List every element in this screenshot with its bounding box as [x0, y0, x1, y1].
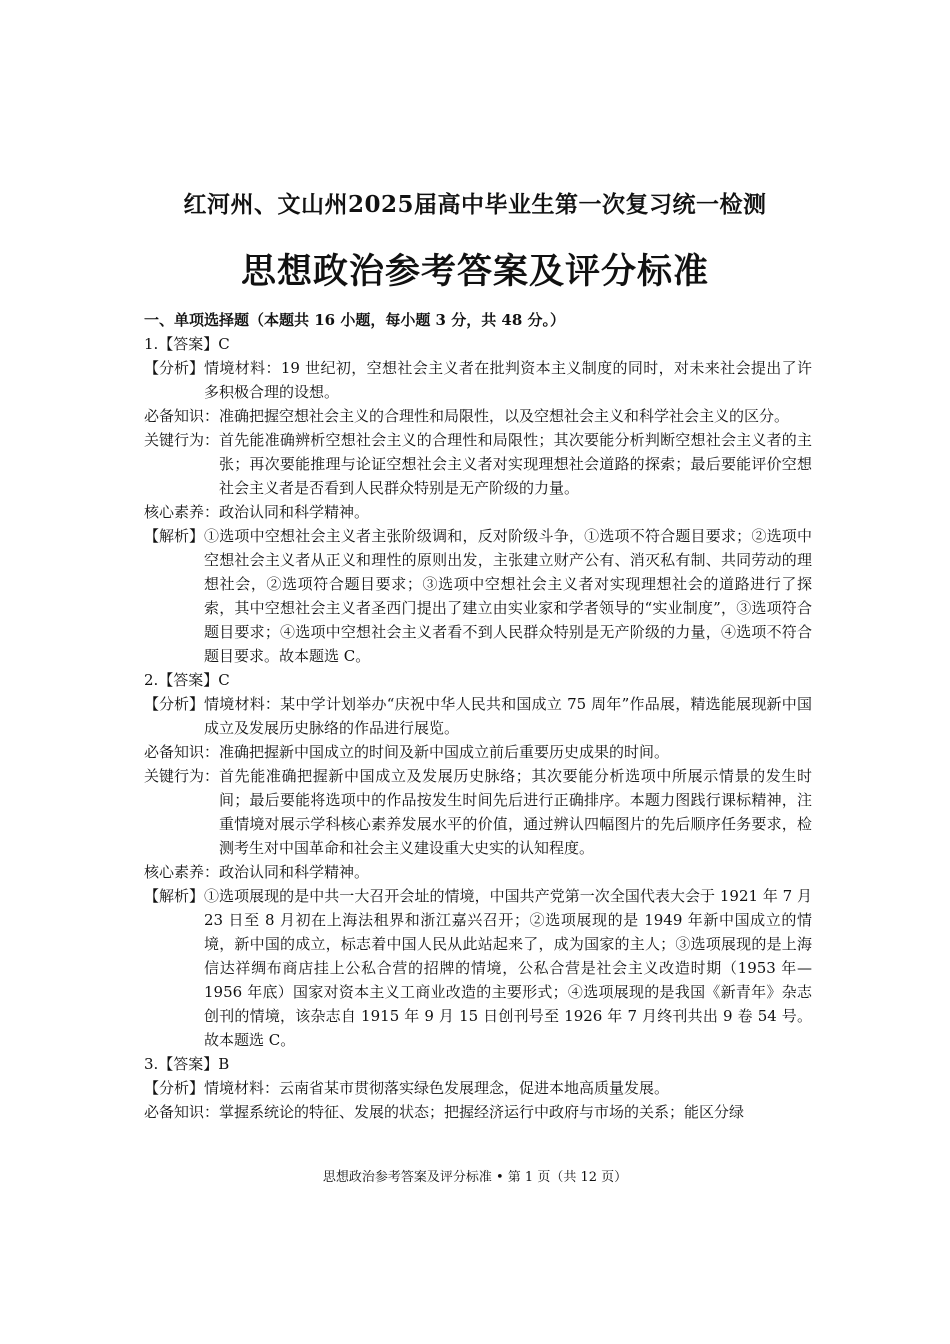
knowledge-label: 必备知识：: [144, 407, 220, 425]
knowledge-text: 准确把握空想社会主义的合理性和局限性，以及空想社会主义和科学社会主义的区分。: [219, 407, 790, 425]
knowledge-text: 掌握系统论的特征、发展的状态；把握经济运行中政府与市场的关系；能区分绿: [219, 1103, 745, 1121]
literacy-text: 政治认同和科学精神。: [219, 503, 370, 521]
behavior-label: 关键行为：: [144, 767, 220, 785]
explain-label: 【解析】: [144, 887, 205, 905]
q2-behavior: [144, 764, 812, 860]
explain-label: 【解析】: [144, 527, 205, 545]
exam-title: 红河州、文山州2025届高中毕业生第一次复习统一检测: [183, 191, 767, 218]
q2-answer: 2.【答案】C: [144, 671, 230, 689]
q3-answer: 3.【答案】B: [144, 1055, 230, 1073]
q3-analysis: [144, 1076, 812, 1100]
q1-literacy: [144, 500, 812, 524]
behavior-text: 首先能准确辨析空想社会主义的合理性和局限性；其次要能分析判断空想社会主义者的主张；再次要能推理与论证空想社会主义者对实现理想社会道路的探索；最后要能评价空想社会主义者是否看到人民群众特别是无产阶级的力量。: [219, 431, 812, 497]
q1-explanation: [144, 524, 812, 668]
literacy-label: 核心素养：: [144, 503, 220, 521]
knowledge-label: 必备知识：: [144, 743, 220, 761]
analysis-text: 情境材料：19 世纪初，空想社会主义者在批判资本主义制度的同时，对未来社会提出了许多积极合理的设想。: [204, 359, 812, 401]
literacy-label: 核心素养：: [144, 863, 220, 881]
page-footer: 思想政治参考答案及评分标准 • 第 1 页（共 12 页）: [322, 1170, 628, 1185]
q2-knowledge: [144, 740, 812, 764]
answer-content: [144, 308, 812, 1124]
q2-literacy: [144, 860, 812, 884]
analysis-text: 情境材料：某中学计划举办“庆祝中华人民共和国成立 75 周年”作品展，精选能展现新中国成立及发展历史脉络的作品进行展览。: [204, 695, 812, 737]
analysis-text: 情境材料：云南省某市贯彻落实绿色发展理念，促进本地高质量发展。: [204, 1079, 670, 1097]
analysis-label: 【分析】: [144, 359, 205, 377]
analysis-label: 【分析】: [144, 1079, 205, 1097]
knowledge-text: 准确把握新中国成立的时间及新中国成立前后重要历史成果的时间。: [219, 743, 670, 761]
q1-behavior: [144, 428, 812, 500]
q1-answer: 1.【答案】C: [144, 335, 230, 353]
knowledge-label: 必备知识：: [144, 1103, 220, 1121]
explain-text: ①选项中空想社会主义者主张阶级调和，反对阶级斗争，①选项不符合题目要求；②选项中空想社会主义者从正义和理性的原则出发，主张建立财产公有、消灭私有制、共同劳动的理想社会，②选项符合题目要求；③选项中空想社会主义者对实现理想社会的道路进行了探索，其中空想社会主义者圣西门提出了建立由实业家和学者领导的“实业制度”，③选项符合题目要求；④选项中空想社会主义者看不到人民群众特别是无产阶级的力量，④选项不符合题目要求。故本题选 C。: [204, 527, 812, 665]
q3-knowledge: [144, 1100, 812, 1124]
q1-analysis: [144, 356, 812, 404]
document-title: 思想政治参考答案及评分标准: [240, 251, 709, 292]
section-heading: 一、单项选择题（本题共 16 小题，每小题 3 分，共 48 分。）: [144, 311, 566, 329]
behavior-label: 关键行为：: [144, 431, 220, 449]
q2-explanation: [144, 884, 812, 1052]
behavior-text: 首先能准确把握新中国成立及发展历史脉络；其次要能分析选项中所展示情景的发生时间；最后要能将选项中的作品按发生时间先后进行正确排序。本题力图践行课标精神，注重情境对展示学科核心素养发展水平的价值，通过辨认四幅图片的先后顺序任务要求，检测考生对中国革命和社会主义建设重大史实的认知程度。: [219, 767, 812, 857]
q2-analysis: [144, 692, 812, 740]
explain-text: ①选项展现的是中共一大召开会址的情境，中国共产党第一次全国代表大会于 1921 年 7 月 23 日至 8 月初在上海法租界和浙江嘉兴召开；②选项展现的是 1949 年新中国成立的情境，新中国的成立，标志着中国人民从此站起来了，成为国家的主人；③选项展现的是上海信达祥绸布商店挂上公私合营的招牌的情境，公私合营是社会主义改造时期（1953 年—1956 年底）国家对资本主义工商业改造的主要形式；④选项展现的是我国《新青年》杂志创刊的情境，该杂志自 1915 年 9 月 15 日创刊号至 1926 年 7 月终刊共出 9 卷 54 号。故本题选 C。: [204, 887, 812, 1049]
literacy-text: 政治认同和科学精神。: [219, 863, 370, 881]
q1-knowledge: [144, 404, 812, 428]
analysis-label: 【分析】: [144, 695, 205, 713]
